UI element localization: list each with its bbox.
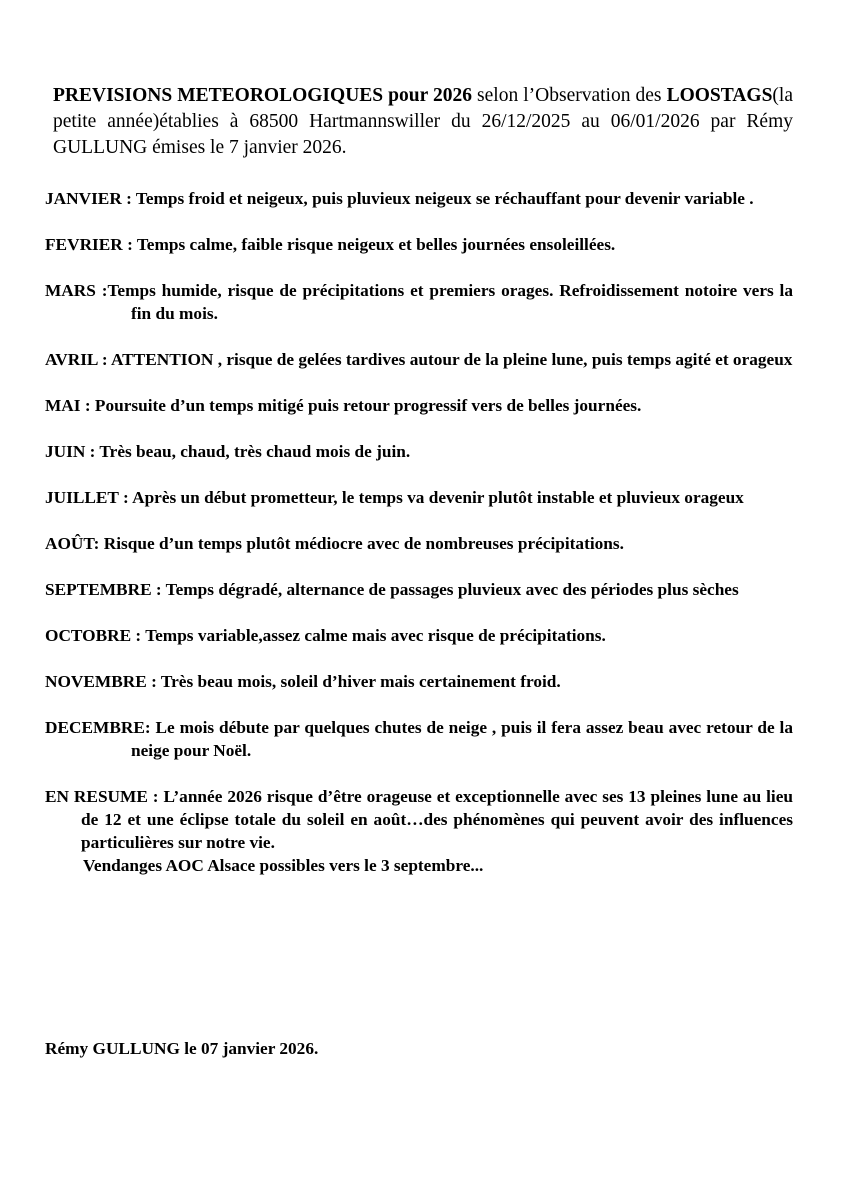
month-text: Risque d’un temps plutôt médiocre avec de nombreuses précipitations. — [99, 534, 624, 553]
forecast-december — [45, 716, 793, 762]
forecast-april — [45, 348, 793, 371]
forecast-november — [45, 670, 793, 693]
month-text: Le mois débute par quelques chutes de neige , puis il fera assez beau avec retour de la neige pour Noël. — [131, 718, 793, 760]
month-text: Temps humide, risque de précipitations et premiers orages. Refroidissement notoire vers la fin du mois. — [107, 281, 793, 323]
header-text-1: selon l’Observation des — [471, 85, 667, 106]
month-text: ATTENTION , risque de gelées tardives autour de la pleine lune, puis temps agité et orageux — [107, 350, 793, 369]
month-label: AOÛT: — [45, 534, 100, 553]
month-text: Temps calme, faible risque neigeux et belles journées ensoleillées. — [132, 235, 616, 254]
forecast-january — [45, 187, 793, 210]
month-text: Poursuite d’un temps mitigé puis retour progressif vers de belles journées. — [90, 396, 642, 415]
header-loostags: LOOSTAGS — [666, 85, 773, 106]
forecast-october — [45, 624, 793, 647]
month-label: DECEMBRE: — [45, 718, 151, 737]
month-label: OCTOBRE : — [45, 626, 142, 645]
month-label: JANVIER : — [45, 189, 132, 208]
month-text: Temps froid et neigeux, puis pluvieux neigeux se réchauffant pour devenir variable . — [131, 189, 754, 208]
month-text: Après un début prometteur, le temps va devenir plutôt instable et pluvieux orageux — [128, 488, 744, 507]
forecast-summary — [45, 785, 793, 854]
month-text: Temps dégradé, alternance de passages pluvieux avec des périodes plus sèches — [161, 580, 739, 599]
month-label: MARS : — [45, 281, 108, 300]
summary-text: L’année 2026 risque d’être orageuse et exceptionnelle avec ses 13 pleines lune au lieu de 12 et une éclipse totale du soleil en août…des phénomènes qui peuvent avoir des influences particulières sur notre vie. — [81, 787, 793, 852]
forecast-september — [45, 578, 793, 601]
summary-label: EN RESUME : — [45, 787, 159, 806]
month-text: Temps variable,assez calme mais avec risque de précipitations. — [141, 626, 606, 645]
month-label: MAI : — [45, 396, 91, 415]
forecast-august — [45, 532, 793, 555]
month-label: NOVEMBRE : — [45, 672, 157, 691]
document-header — [53, 83, 793, 161]
month-label: AVRIL : — [45, 350, 108, 369]
forecast-march — [45, 279, 793, 325]
month-label: FEVRIER : — [45, 235, 133, 254]
forecast-june — [45, 440, 793, 463]
month-label: JUIN : — [45, 442, 96, 461]
monthly-forecasts — [45, 187, 793, 877]
month-label: JUILLET : — [45, 488, 129, 507]
forecast-february — [45, 233, 793, 256]
forecast-july — [45, 486, 793, 509]
header-text-2: (la petite année)établies à 68500 Hartmannswiller du 26/12/2025 au 06/01/2026 par Rémy GULLUNG émises le 7 janvier 2026. — [53, 85, 793, 158]
month-label: SEPTEMBRE : — [45, 580, 162, 599]
header-title: PREVISIONS METEOROLOGIQUES pour 2026 — [53, 85, 472, 106]
month-text: Très beau, chaud, très chaud mois de juin. — [95, 442, 411, 461]
summary-harvest-note: Vendanges AOC Alsace possibles vers le 3 septembre... — [83, 856, 484, 875]
forecast-may — [45, 394, 793, 417]
month-text: Très beau mois, soleil d’hiver mais certainement froid. — [156, 672, 561, 691]
signature-line: Rémy GULLUNG le 07 janvier 2026. — [45, 1039, 319, 1058]
